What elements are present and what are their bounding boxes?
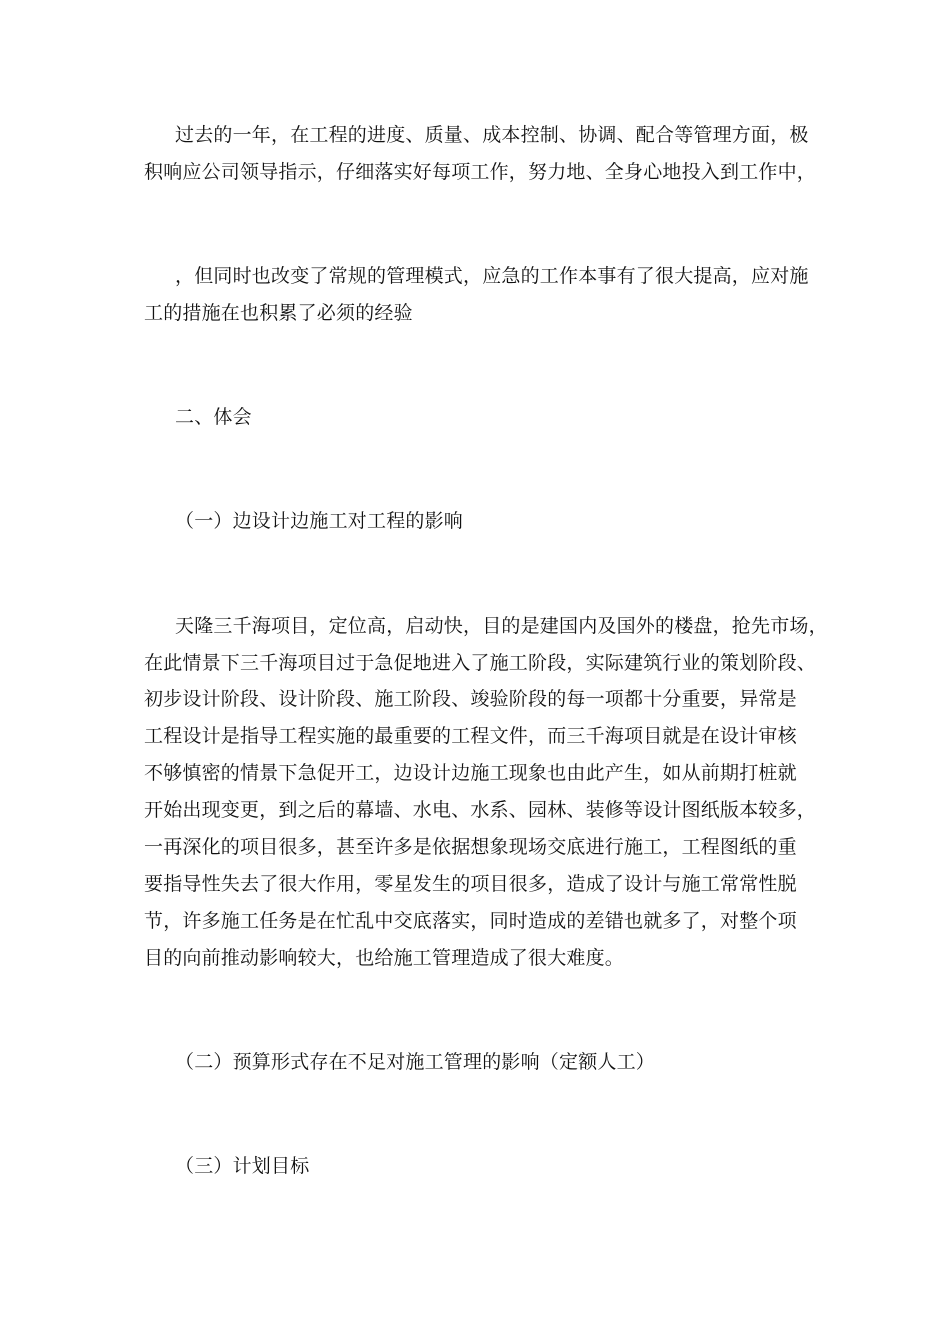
text-line: 要指导性失去了很大作用，零星发生的项目很多，造成了设计与施工常常性脱 [144,873,797,895]
text-line: 天隆三千海项目，定位高，启动快，目的是建国内及国外的楼盘，抢先市场， [175,615,828,637]
text-line: ，但同时也改变了常规的管理模式，应急的工作本事有了很大提高，应对施 [175,265,809,287]
section-heading: 二、体会 [175,406,252,428]
text-line: 工的措施在也积累了必须的经验 [144,302,413,324]
text-line: 过去的一年，在工程的进度、质量、成本控制、协调、配合等管理方面，极 [175,124,809,146]
subheading-budget: （二）预算形式存在不足对施工管理的影响（定额人工） [175,1051,656,1073]
text-line: 积响应公司领导指示，仔细落实好每项工作，努力地、全身心地投入到工作中， [144,161,817,183]
text-line: 在此情景下三千海项目过于急促地进入了施工阶段，实际建筑行业的策划阶段、 [144,652,817,674]
text-line: 不够慎密的情景下急促开工，边设计边施工现象也由此产生，如从前期打桩就 [144,762,797,784]
text-line: 开始出现变更，到之后的幕墙、水电、水系、园林、装修等设计图纸版本较多， [144,799,817,821]
subheading-design-construction: （一）边设计边施工对工程的影响 [175,510,464,532]
subheading-plan-target: （三）计划目标 [175,1155,310,1177]
text-line: 节，许多施工任务是在忙乱中交底落实，同时造成的差错也就多了，对整个项 [144,910,797,932]
text-line: 初步设计阶段、设计阶段、施工阶段、竣验阶段的每一项都十分重要，异常是 [144,688,797,710]
text-line: 工程设计是指导工程实施的最重要的工程文件，而三千海项目就是在设计审核 [144,725,797,747]
text-line: 一再深化的项目很多，甚至许多是依据想象现场交底进行施工，工程图纸的重 [144,836,797,858]
text-line: 目的向前推动影响较大，也给施工管理造成了很大难度。 [144,947,625,969]
